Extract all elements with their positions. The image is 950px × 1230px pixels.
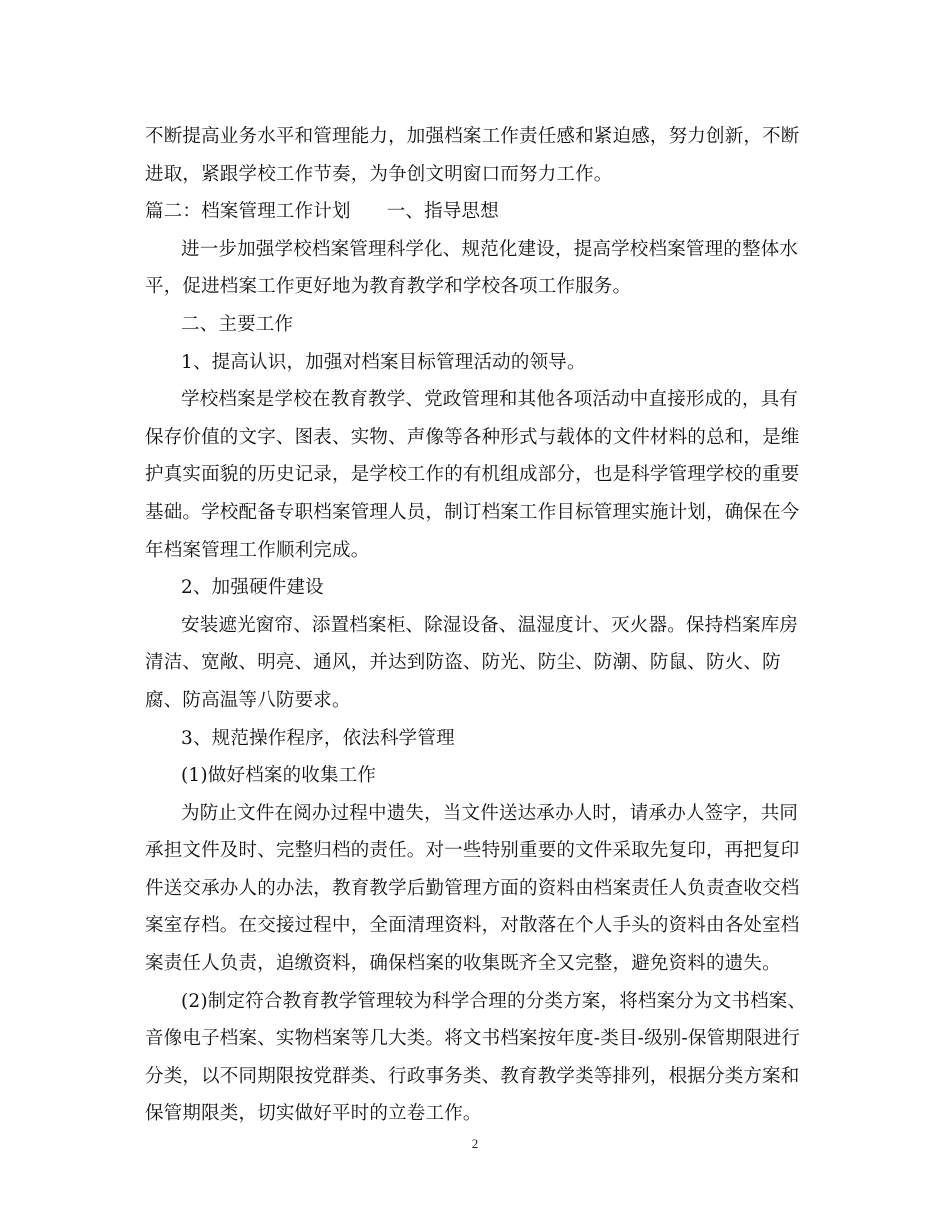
paragraph-line: 音像电子档案、实物档案等几大类。将文书档案按年度-类目-级别-保管期限进行 <box>145 1028 801 1050</box>
subheading: 1、提高认识，加强对档案目标管理活动的领导。 <box>181 351 586 373</box>
paragraph-line: 承担文件及时、完整归档的责任。对一些特别重要的文件采取先复印，再把复印 <box>145 840 800 862</box>
paragraph-line: 清洁、宽敞、明亮、通风，并达到防盗、防光、防尘、防潮、防鼠、防火、防 <box>145 652 781 674</box>
paragraph-line: 基础。学校配备专职档案管理人员，制订档案工作目标管理实施计划，确保在今 <box>145 501 800 523</box>
paragraph-line: 年档案管理工作顺利完成。 <box>145 539 370 561</box>
paragraph-line: 学校档案是学校在教育教学、党政管理和其他各项活动中直接形成的，具有 <box>181 389 799 411</box>
paragraph-line: 保存价值的文字、图表、实物、声像等各种形式与载体的文件材料的总和，是维 <box>145 426 800 448</box>
document-body <box>145 118 810 1133</box>
subheading: (1)做好档案的收集工作 <box>181 765 377 787</box>
paragraph-line: 不断提高业务水平和管理能力，加强档案工作责任感和紧迫感，努力创新，不断 <box>145 126 800 147</box>
section-subtitle: 一、指导思想 <box>386 201 499 223</box>
paragraph-line: 安装遮光窗帘、添置档案柜、除湿设备、温湿度计、灭火器。保持档案库房 <box>181 614 799 636</box>
paragraph-line: 分类，以不同期限按党群类、行政事务类、教育教学类等排列，根据分类方案和 <box>145 1065 800 1087</box>
subheading: 3、规范操作程序，依法科学管理 <box>181 727 455 749</box>
paragraph-line: 案室存档。在交接过程中，全面清理资料，对散落在个人手头的资料由各处室档 <box>145 915 800 937</box>
subheading: 2、加强硬件建设 <box>181 577 324 599</box>
paragraph-line: 护真实面貌的历史记录，是学校工作的有机组成部分，也是科学管理学校的重要 <box>145 464 800 486</box>
section-title: 篇二：档案管理工作计划 <box>145 201 351 223</box>
subheading: 二、主要工作 <box>181 313 294 335</box>
paragraph-line: 保管期限类，切实做好平时的立卷工作。 <box>145 1103 482 1125</box>
paragraph-line: 件送交承办人的办法，教育教学后勤管理方面的资料由档案责任人负责查收交档 <box>145 877 800 899</box>
page-number: 2 <box>471 1136 479 1151</box>
section-heading <box>145 193 810 231</box>
paragraph-line: 进一步加强学校档案管理科学化、规范化建设，提高学校档案管理的整体水 <box>181 238 799 260</box>
paragraph-line: 腐、防高温等八防要求。 <box>145 689 351 711</box>
paragraph-line: (2)制定符合教育教学管理较为科学合理的分类方案，将档案分为文书档案、 <box>181 990 807 1012</box>
paragraph-line: 为防止文件在阅办过程中遗失，当文件送达承办人时，请承办人签字，共同 <box>181 802 799 824</box>
paragraph-line: 平，促进档案工作更好地为教育教学和学校各项工作服务。 <box>145 276 632 298</box>
paragraph-line: 案责任人负责，追缴资料，确保档案的收集既齐全又完整，避免资料的遗失。 <box>145 953 781 975</box>
paragraph-line: 进取，紧跟学校工作节奏，为争创文明窗口而努力工作。 <box>145 163 613 185</box>
